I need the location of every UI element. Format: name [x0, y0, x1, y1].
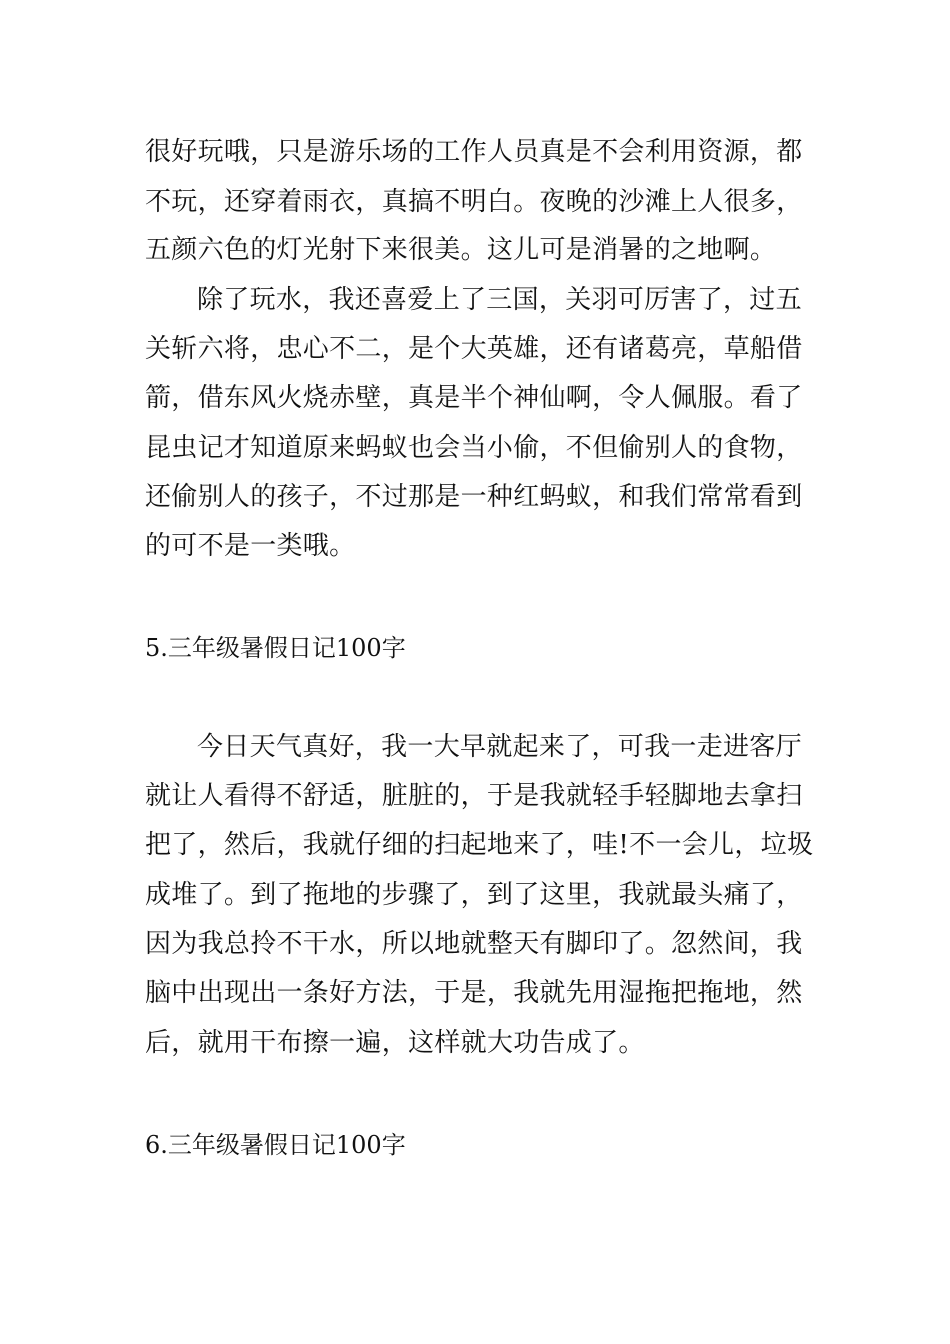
text-line: 不玩，还穿着雨衣，真搞不明白。夜晚的沙滩上人很多，	[145, 187, 803, 217]
section-heading-6: 6.三年级暑假日记100字	[145, 1131, 406, 1159]
text-line: 因为我总拎不干水，所以地就整天有脚印了。忽然间，我	[145, 929, 803, 959]
text-line: 的可不是一类哦。	[145, 531, 356, 561]
text-line: 昆虫记才知道原来蚂蚁也会当小偷，不但偷别人的食物，	[145, 433, 803, 463]
text-line: 除了玩水，我还喜爱上了三国，关羽可厉害了，过五	[197, 285, 802, 315]
text-line: 今日天气真好，我一大早就起来了，可我一走进客厅	[197, 732, 802, 762]
text-line: 箭，借东风火烧赤壁，真是半个神仙啊，令人佩服。看了	[145, 383, 803, 413]
section-heading-5: 5.三年级暑假日记100字	[145, 634, 406, 662]
text-line: 还偷别人的孩子，不过那是一种红蚂蚁，和我们常常看到	[145, 482, 803, 512]
text-line: 关斩六将，忠心不二，是个大英雄，还有诸葛亮，草船借	[145, 334, 803, 364]
text-line: 五颜六色的灯光射下来很美。这儿可是消暑的之地啊。	[145, 235, 777, 265]
text-line: 把了，然后，我就仔细的扫起地来了，哇!不一会儿，垃圾	[145, 830, 814, 860]
text-line: 很好玩哦，只是游乐场的工作人员真是不会利用资源，都	[145, 137, 803, 167]
text-line: 就让人看得不舒适，脏脏的，于是我就轻手轻脚地去拿扫	[145, 781, 803, 811]
text-line: 成堆了。到了拖地的步骤了，到了这里，我就最头痛了，	[145, 880, 803, 910]
text-line: 后，就用干布擦一遍，这样就大功告成了。	[145, 1028, 645, 1058]
text-line: 脑中出现出一条好方法，于是，我就先用湿拖把拖地，然	[145, 978, 803, 1008]
